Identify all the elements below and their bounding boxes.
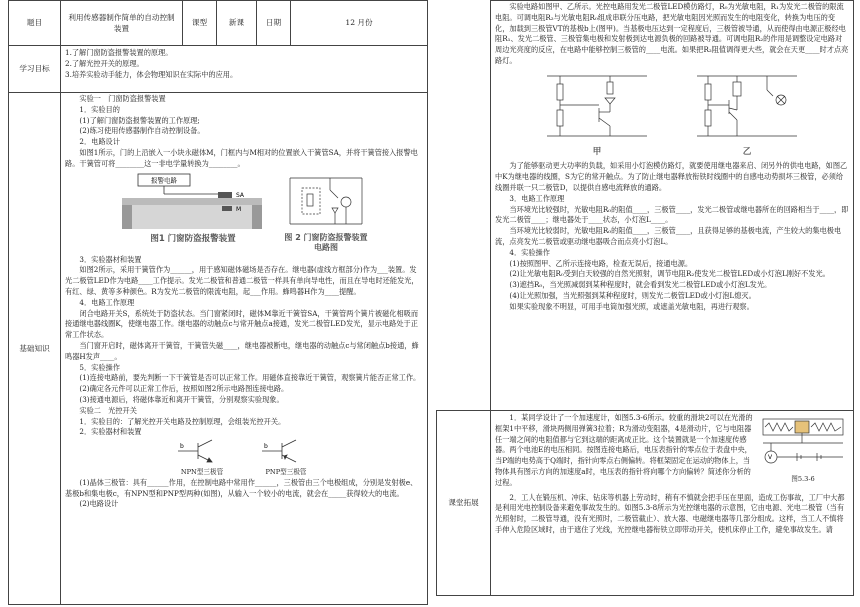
principle-heading: 3．电路工作原理 bbox=[509, 193, 565, 203]
ext1-question: 1．某同学设计了一个加速度计，如图5.3-6所示。较重的滑块2可以在光滑的框架1中平移，滑块两侧用弹簧3拉着；R为滑动变阻器，4是滑动片，它与电阻器任一端之间的电阻值都与它到这端的距离成正比。这个装置就是一个加速度传感器。两个电池E的电压相同。按图连接电路后，电压表指针的零点位于表盘中央，当P端的电势高于Q端时，指针向零点右侧偏转。将框架固定在运动的物体上，当物体具有图示方向的加速度a时，电压表的指针将向哪个方向偏转？简述你分析的过程。 bbox=[495, 413, 753, 487]
circuit-description: 实验电路如图甲、乙所示。光控电路用发光二极管LED模仿路灯，R₀为光敏电阻，R₁为发光二极管的限流电阻。可调电阻R₂与光敏电阻R₀组成串联分压电路，把光敏电阻因光照而发生的电阻变化，转换为电压的变化，加载到三极管VT的基极b上(图甲)。当基极电压达到一定程度后，三极管被导通，从而使得由电源正极经电阻R₁、发光二极管、三极管集电极和发射极到达电源负极的回路被导通。可调电阻R₂的作用是调整设定电路对周边光亮度的反应，在电路中能够控制三极管的____电流。如果把R₂阻值调得更大些，就会在天更____时才点亮路灯。 bbox=[495, 2, 849, 65]
exp2-design-heading: (2)电路设计 bbox=[79, 499, 119, 509]
transistor-figures bbox=[65, 438, 423, 478]
goal-item: 3.培养实验动手能力，体会物理知识在实际中的应用。 bbox=[65, 69, 238, 79]
svg-text:b: b bbox=[180, 443, 184, 451]
exp1-purpose-heading: 1．实验目的 bbox=[79, 104, 120, 114]
principle-bright: 当环境光比较强时，光敏电阻R₀的阻值____，三极管____，发光二极管或继电器所在的回路相当于____，即发光二极管____；继电器处于____状态，小灯泡L____。 bbox=[495, 204, 849, 225]
goal-item: 1.了解门窗防盗报警装置的原理。 bbox=[65, 48, 173, 57]
npn-figure bbox=[172, 438, 232, 478]
exp1-principle-text-2: 当门窗开启时，磁体离开干簧管，干簧管失磁____，继电器被断电，继电器的动触点c与常闭触点b接通，蜂鸣器H发声____。 bbox=[65, 340, 419, 361]
exp1-operation-item: (2)确定各元件可以正常工作后，按照如图2所示电路图连接电路。 bbox=[79, 384, 289, 394]
principle-dark: 当环境光比较弱时，光敏电阻R₀的阻值____，三极管____，且获得足够的基极电流，产生较大的集电极电流，点亮发光二极管或驱动继电器吸合而点亮小灯泡L。 bbox=[495, 226, 842, 246]
date-label: 日期 bbox=[257, 1, 291, 46]
basics-row bbox=[9, 93, 428, 605]
basics-label: 基础知识 bbox=[9, 93, 61, 605]
ext2-question: 2．工人在锻压机、冲床、钻床等机器上劳动时，稍有不慎就会把手压在里面，造成工伤事故，工厂中大都是利用光电控制设备来避免事故发生的。如图5.3-8所示为光控继电器的示意图，它由电源、光电二极管（当有光照射时，二极管导通，没有光照时，二极管截止）、放大器、电磁继电器等几部分组成。这样，当工人不慎将手伸入危险区域时，由于遮住了光线，光控继电器衔铁立即带动开关，使机床停止工作，避免事故发生。请 bbox=[495, 492, 845, 534]
exp2-apparatus-heading: 2．实验器材和装置 bbox=[79, 427, 142, 437]
m-label: M bbox=[236, 205, 242, 213]
pnp-label: PNP型三极管 bbox=[265, 467, 307, 476]
figure-1-caption: 图1 门窗防盗报警装置 bbox=[150, 234, 236, 245]
alarm-circuit-label: 报警电路 bbox=[151, 176, 177, 185]
operation-tip: 如果实验现象不明显，可用手电筒加强光照，或遮盖光敏电阻，再进行观察。 bbox=[509, 301, 754, 311]
svg-text:V: V bbox=[768, 454, 773, 461]
date-value: 12 月份 bbox=[291, 1, 428, 46]
exp1-operation-item: (1)连接电路前，要先判断一下干簧管是否可以正常工作。用磁体直接靠近干簧管，观察簧片能否正常工作。 bbox=[79, 373, 421, 383]
figure-536-caption: 图5.3-6 bbox=[791, 474, 815, 483]
operation-item: (1)按照图甲、乙所示连接电路，检查无误后，接通电源。 bbox=[509, 258, 693, 268]
exp1-design-text: 如图1所示，门的上沿嵌入一小块永磁体M，门框内与M相对的位置嵌入干簧管SA，并将干簧管接入报警电路。干簧管可将________这一非电学量转换为________。 bbox=[65, 147, 418, 168]
exp1-principle-text: 闭合电路开关S，系统处于防盗状态。当门窗紧闭时，磁体M靠近干簧管SA，干簧管两个簧片被磁化相吸而接通继电器线圈K，使继电器工作。继电器的动触点c与常开触点a接通，发光二极管LED发光，显示电路处于正常工作状态。 bbox=[65, 308, 419, 340]
circuit-jia-figure bbox=[537, 70, 657, 159]
exp2-title: 实验二 光控开关 bbox=[79, 405, 137, 415]
circuit-jia-label: 甲 bbox=[592, 146, 602, 157]
circuit-yi-figure bbox=[687, 70, 807, 159]
exp1-apparatus-text: 如图2所示，采用干簧管作为______，用于感知磁体磁场是否存在。继电器(虚线方框部分)作为___装置。发光二极管LED作为电路____工作提示。发光二极管和普通二极管一样具有单向导电性，而且在导电时还能发光，有红、绿、黄等多种颜色。R为发光二极管的限流电阻，起___作用。蜂鸣器H作为____提醒。 bbox=[65, 265, 419, 296]
circuit-yi-label: 乙 bbox=[742, 146, 752, 157]
right-page bbox=[436, 0, 854, 607]
operation-item: (4)让光照加强，当光照强到某种程度时，则发光二极管LED或小灯泡L熄灭。 bbox=[509, 290, 756, 300]
exp2-transistor-text: (1)晶体三极管：具有______作用，在控制电路中常用作______，三极管由三个电极组成，分别是发射极e、基极b和集电极c，有NPN型和PNP型两种(如图)，从输入一个较小的电流，就会在_____获得较大的电流。 bbox=[65, 477, 418, 498]
npn-transistor-symbol bbox=[172, 438, 232, 464]
exp1-operation-heading: 5．实验操作 bbox=[79, 362, 120, 372]
figure-row bbox=[65, 172, 423, 253]
alarm-circuit-diagram bbox=[282, 172, 370, 230]
goals-label: 学习目标 bbox=[9, 46, 61, 93]
operation-item: (2)让光敏电阻R₀受到白天较强的自然光照射，调节电阻R₂使发光二极管LED或小灯泡L刚好不发光。 bbox=[509, 269, 830, 279]
lesson-table bbox=[8, 0, 428, 605]
circuit-yi-diagram bbox=[687, 70, 807, 142]
figure-1 bbox=[118, 172, 268, 253]
type-label: 课型 bbox=[183, 1, 217, 46]
circuit-jia-diagram bbox=[537, 70, 657, 142]
goal-item: 2.了解光控开关的原理。 bbox=[65, 58, 144, 68]
exp1-principle-heading: 4．电路工作原理 bbox=[79, 297, 135, 307]
figure-2 bbox=[282, 172, 370, 253]
figure-2-caption: 图 2 门窗防盗报警装置电路图 bbox=[284, 233, 368, 252]
exp1-design-heading: 2．电路设计 bbox=[79, 137, 120, 147]
continuation-table bbox=[436, 0, 854, 596]
goals-row bbox=[9, 46, 428, 93]
circuit-figures bbox=[495, 70, 849, 159]
ext1-block bbox=[495, 413, 849, 489]
pnp-figure bbox=[256, 438, 316, 478]
operation-item: (3)遮挡R₀，当光照减弱到某种程度时，就会看到发光二极管LED或小灯泡L发光。 bbox=[509, 280, 772, 290]
topic-label: 题目 bbox=[9, 1, 61, 46]
svg-text:b: b bbox=[264, 443, 268, 451]
type-value: 新课 bbox=[217, 1, 257, 46]
relay-description: 为了能够驱动更大功率的负载，如采用小灯泡模仿路灯，就要使用继电器来启、闭另外的供电电路，如图乙中K为继电器的线圈，S为它的常开触点。为了防止继电器释放衔铁时线圈中的自感电动势损坏三极管，必须给线圈并联一只二极管D，以提供自感电流释放的通路。 bbox=[495, 161, 848, 192]
exp1-title: 实验一 门窗防盗报警装置 bbox=[79, 94, 166, 103]
exp1-purpose-item: (1)了解门窗防盗报警装置的工作原理; bbox=[79, 115, 200, 125]
extension-label: 课堂拓展 bbox=[437, 411, 491, 596]
sa-label: SA bbox=[236, 191, 245, 199]
figure-536 bbox=[757, 413, 849, 489]
accelerometer-diagram bbox=[757, 413, 849, 471]
npn-label: NPN型三极管 bbox=[180, 467, 224, 476]
exp1-purpose-item: (2)练习使用传感器制作自动控制设备。 bbox=[79, 126, 205, 136]
header-row bbox=[9, 1, 428, 46]
pnp-transistor-symbol bbox=[256, 438, 316, 464]
exp2-purpose: 1．实验目的：了解光控开关电路及控制原理，会组装光控开关。 bbox=[79, 416, 286, 426]
left-page bbox=[8, 0, 428, 607]
exp1-operation-item: (3)接通电源后，将磁体靠近和离开干簧管，分别观察实验现象。 bbox=[79, 394, 284, 404]
operation-heading: 4．实验操作 bbox=[509, 247, 550, 257]
continuation-row bbox=[437, 1, 854, 411]
extension-row bbox=[437, 411, 854, 596]
topic-value: 利用传感器制作简单的自动控制装置 bbox=[61, 1, 183, 46]
exp1-apparatus-heading: 3．实验器材和装置 bbox=[79, 254, 142, 264]
door-alarm-illustration bbox=[118, 172, 268, 230]
